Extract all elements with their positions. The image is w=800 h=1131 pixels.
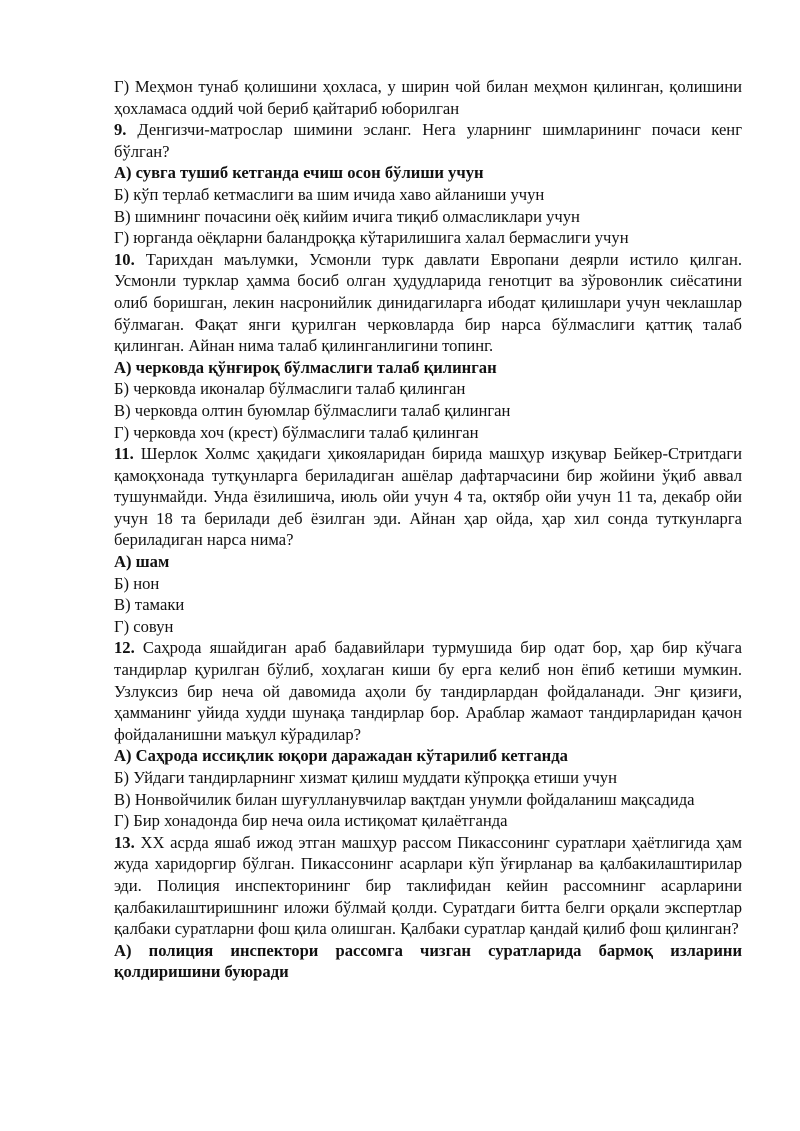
- answer-option: В) черковда олтин буюмлар бўлмаслиги талаб қилинган: [114, 400, 511, 420]
- answer-option: Г) Бир хонадонда бир неча оила истиқомат қилаётганда: [114, 811, 508, 831]
- answer-correct: А) шам: [114, 552, 170, 572]
- question-number: 10.: [114, 249, 135, 269]
- answer-option: Г) совун: [114, 616, 174, 636]
- question-number: 12.: [114, 638, 135, 658]
- answer-option: В) тамаки: [114, 595, 185, 615]
- question-9: [114, 119, 742, 162]
- question-text: XX асрда яшаб ижод этган машҳур рассом Пикассонинг суратлари ҳаётлигида ҳам жуда харидоргир бўлган. Пикассонинг асарлари кўп ўғирланар ва қалбакилаштирилар эди. Полиция инспекторининг бир таклифидан кейин рассомнинг асарларини қалбакилаштиришнинг иложи бўлмай қолди. Суратдаги битта белги орқали экспертлар қалбаки суратларни фош қила олишган. Қалбаки суратлар қандай қилиб фош қилинган?: [114, 832, 742, 939]
- question-12: [114, 637, 742, 745]
- answer-option: Б) черковда иконалар бўлмаслиги талаб қилинган: [114, 379, 466, 399]
- question-number: 13.: [114, 832, 135, 852]
- document-page: [114, 76, 742, 983]
- answer-option: Б) нон: [114, 573, 160, 593]
- question-10: [114, 249, 742, 357]
- answer-correct: А) сувга тушиб кетганда ечиш осон бўлиши учун: [114, 163, 484, 183]
- answer-option: В) шимнинг почасини оёқ кийим ичига тиқиб олмасликлари учун: [114, 206, 580, 226]
- question-text: Шерлок Холмс ҳақидаги ҳикояларидан бирида машҳур изқувар Бейкер-Стритдаги қамоқхонада тутқунларга бериладиган ашёлар дафтарчасини бир жойини ўқиб аввал тушунмайди. Унда ёзилишича, июль ойи учун 4 та, октябр ойи учун 11 та, декабр ойи учун 18 та берилади деб ёзилган эди. Айнан ҳар ойда, ҳар хил сонда туткунларга бериладиган нарса нима?: [114, 444, 743, 550]
- answer-option: Б) Уйдаги тандирларнинг хизмат қилиш муддати кўпроққа етиши учун: [114, 768, 617, 787]
- previous-option-g: Г) Меҳмон тунаб қолишини ҳохласа, у ширин чой билан меҳмон қилинган, қолишини ҳохламаса оддий чой бериб қайтариб юборилган: [114, 77, 742, 118]
- question-13: [114, 832, 742, 940]
- question-text: Денгизчи-матрослар шимини эсланг. Нега уларнинг шимларининг почаси кенг бўлган?: [114, 120, 742, 161]
- question-text: Тарихдан маълумки, Усмонли турк давлати Европани деярли истило қилган. Усмонли турклар ҳамма босиб олган ҳудудларида генотцит ва зўровонлик сиёсатини олиб боришган, лекин насронийлик динидагиларга ибодат қилишлари учун чеклашлар бўлмаган. Фақат янги қурилган черковларда бир нарса бўлмаслиги қаттиқ талаб қилинган. Айнан нима талаб қилинганлигини топинг.: [114, 249, 742, 356]
- question-text: Саҳрода яшайдиган араб бадавийлари турмушида бир одат бор, ҳар бир кўчага тандирлар қурилган бўлиб, хоҳлаган киши бу ерга келиб нон ёпиб кетиши мумкин. Узлуксиз бир неча ой давомида аҳоли бу тандирлардан фойдаланади. Энг қизиғи, ҳамманинг уйида худди шунақа тандирлар бор. Араблар жамаот тандирларидан қачон фойдаланишни маъқул кўрадилар?: [114, 638, 742, 744]
- answer-option: Г) черковда хоч (крест) бўлмаслиги талаб қилинган: [114, 422, 479, 442]
- answer-option: В) Нонвойчилик билан шуғулланувчилар вақтдан унумли фойдаланиш мақсадида: [114, 789, 695, 809]
- question-number: 11.: [114, 444, 134, 464]
- question-11: [114, 443, 742, 551]
- answer-correct: А) полиция инспектори рассомга чизган суратларида бармоқ изларини қолдиришини буюради: [114, 940, 742, 982]
- answer-correct: А) черковда қўнғироқ бўлмаслиги талаб қилинган: [114, 357, 497, 377]
- answer-option: Б) кўп терлаб кетмаслиги ва шим ичида хаво айланиши учун: [114, 184, 545, 204]
- answer-option: Г) юрганда оёқларни баландроққа кўтарилишига халал бермаслиги учун: [114, 228, 629, 248]
- answer-correct: А) Саҳрода иссиқлик юқори даражадан кўтарилиб кетганда: [114, 746, 568, 766]
- question-number: 9.: [114, 120, 127, 140]
